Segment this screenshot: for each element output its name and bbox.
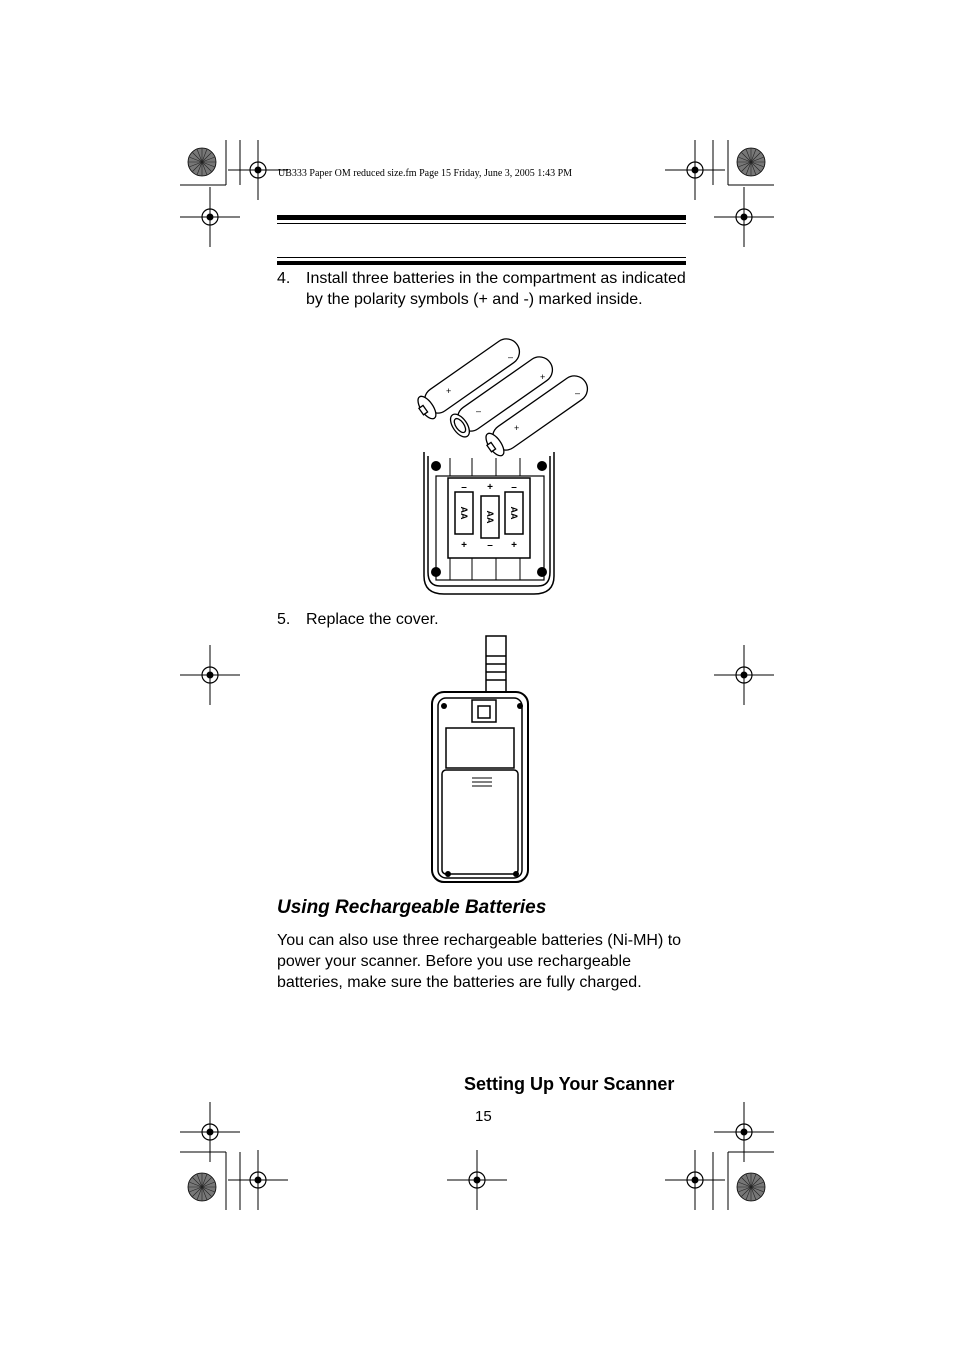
- step-number: 5.: [277, 611, 291, 628]
- compartment-plus: +: [511, 540, 517, 551]
- polarity-plus: +: [514, 423, 520, 433]
- polarity-minus: –: [508, 352, 514, 362]
- battery-installation-illustration: [410, 336, 610, 596]
- section-rule-thick: [277, 261, 686, 265]
- step-5: [277, 609, 687, 631]
- page-number: 15: [475, 1108, 492, 1125]
- compartment-minus: –: [461, 482, 467, 493]
- step-text: Install three batteries in the compartment as indicated by the polarity symbols (+ and -) marked inside.: [306, 270, 686, 308]
- polarity-minus: –: [575, 388, 581, 398]
- registration-mark-icon: [180, 187, 240, 247]
- section-rule-thin: [277, 257, 686, 258]
- header-rule-thick: [277, 215, 686, 220]
- registration-mark-icon: [447, 1150, 507, 1210]
- color-bar-circle-icon: [188, 148, 216, 176]
- section-heading: Using Rechargeable Batteries: [277, 897, 547, 918]
- registration-mark-icon: [714, 187, 774, 247]
- step-number: 4.: [277, 270, 291, 287]
- color-bar-circle-icon: [737, 1173, 765, 1201]
- registration-mark-icon: [714, 645, 774, 705]
- scanner-back-cover-illustration: [428, 634, 538, 884]
- color-bar-circle-icon: [188, 1173, 216, 1201]
- compartment-plus: +: [487, 482, 493, 493]
- step-text: Replace the cover.: [306, 611, 439, 628]
- registration-mark-icon: [228, 1150, 288, 1210]
- chapter-title: Setting Up Your Scanner: [464, 1074, 675, 1094]
- polarity-plus: +: [540, 372, 546, 382]
- section-body: You can also use three rechargeable batteries (Ni-MH) to power your scanner. Before you use rechargeable batteries, make sure the batteries are fully charged.: [277, 932, 682, 991]
- compartment-plus: +: [461, 540, 467, 551]
- compartment-label: AA: [509, 506, 519, 520]
- registration-mark-icon: [180, 1102, 240, 1162]
- compartment-label: AA: [459, 506, 469, 520]
- compartment-minus: –: [511, 482, 517, 493]
- compartment-minus: –: [487, 540, 493, 551]
- polarity-minus: –: [476, 406, 482, 416]
- header-rule-thin: [277, 223, 686, 224]
- frame-maker-header: UB333 Paper OM reduced size.fm Page 15 Friday, June 3, 2005 1:43 PM: [278, 168, 573, 179]
- step-4: [277, 268, 687, 334]
- polarity-plus: +: [446, 386, 452, 396]
- registration-mark-icon: [665, 140, 725, 200]
- registration-mark-icon: [665, 1150, 725, 1210]
- color-bar-circle-icon: [737, 148, 765, 176]
- registration-mark-icon: [714, 1102, 774, 1162]
- compartment-label: AA: [485, 510, 495, 524]
- registration-mark-icon: [180, 645, 240, 705]
